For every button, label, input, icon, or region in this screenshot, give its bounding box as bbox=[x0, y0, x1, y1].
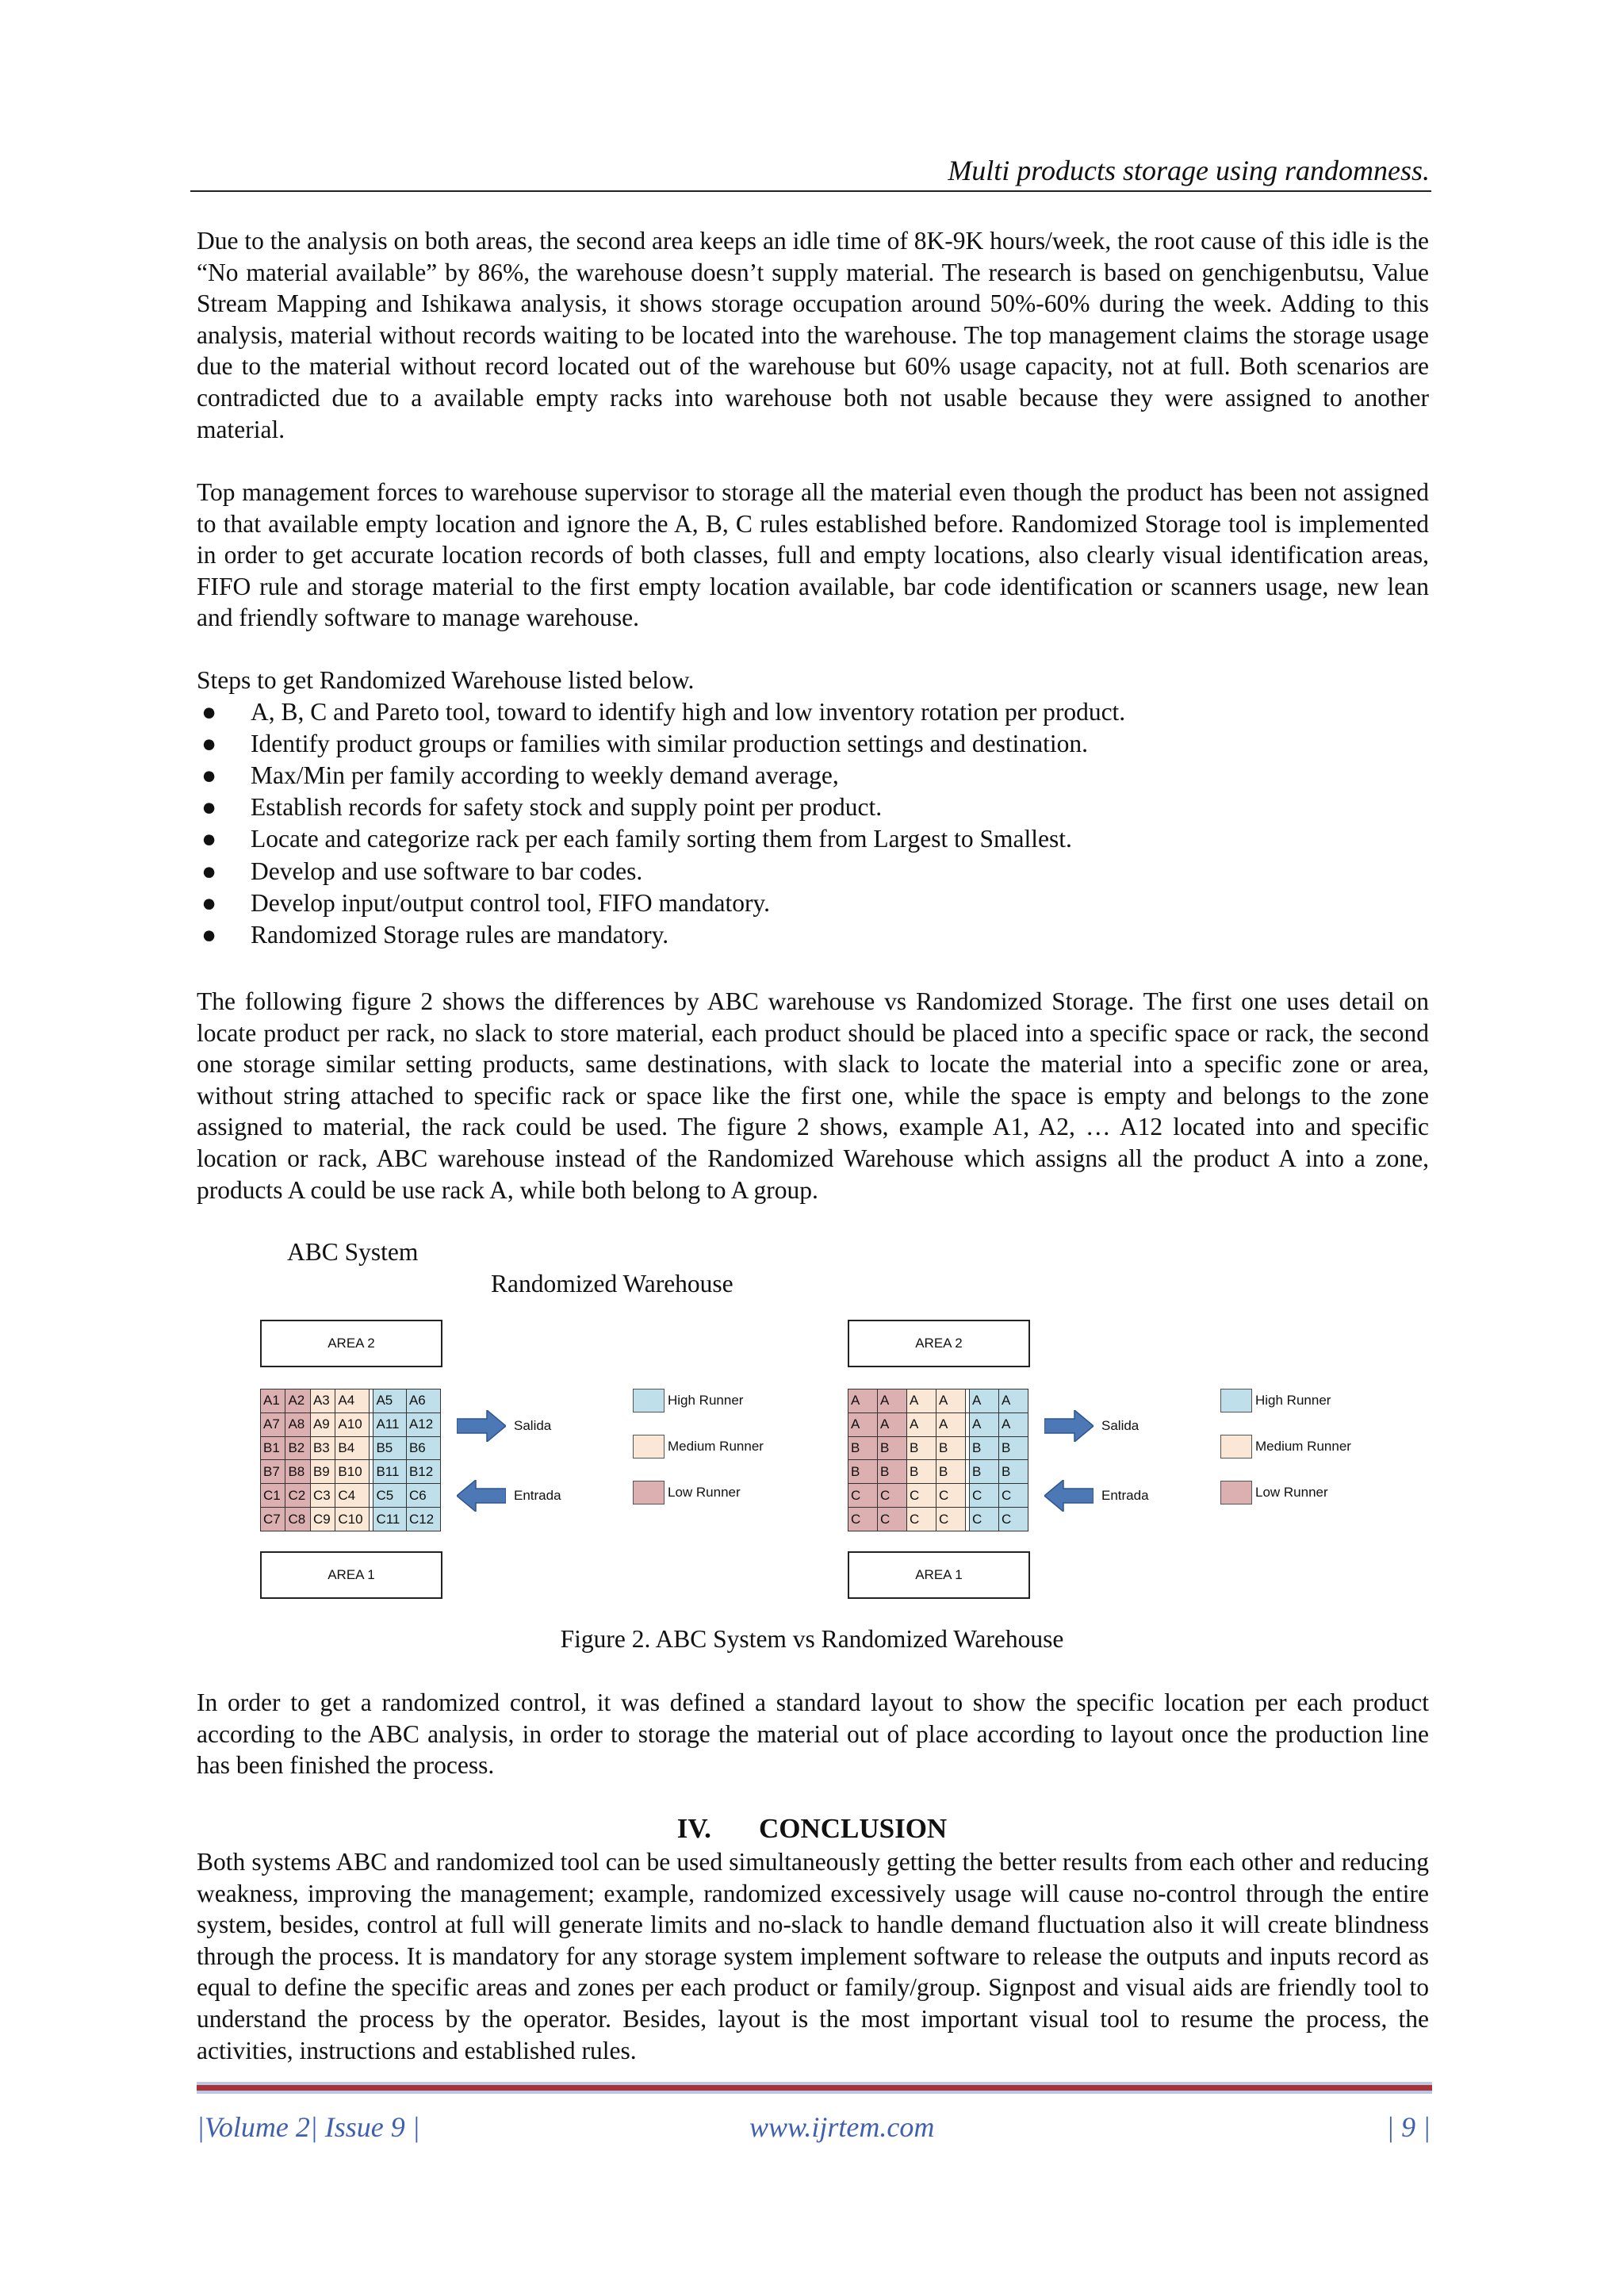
rack-cell: A bbox=[848, 1412, 878, 1436]
entrada-arrow bbox=[457, 1480, 506, 1512]
paragraph-top-management: Top management forces to warehouse supervisor to storage all the material even though the product has been not assigned to that available empty location and ignore the A, B, C rules established before. Randomized Storage tool is implemented in order to get accurate location records of both classes, full and empty locations, also clearly visual identification areas, FIFO rule and storage material to the first empty location available, bar code identification or scanners usage, new lean and friendly software to manage warehouse. bbox=[197, 478, 1429, 632]
rack-cell: B bbox=[970, 1460, 999, 1484]
rack-cell: C bbox=[907, 1484, 936, 1508]
paragraph-figure-description: The following figure 2 shows the differences by ABC warehouse vs Randomized Storage. The first one uses detail on locate product per rack, no slack to store material, each product should be placed into a specific space or rack, the second one storage similar setting products, same destinations, with slack to locate the material into a specific zone or area, without string attached to specific rack or space like the first one, while the space is empty and belongs to the zone assigned to material, the rack could be used. The figure 2 shows, example A1, A2, … A12 located into and specific location or rack, ABC warehouse instead of the Randomized Warehouse which assigns all the product A into a zone, products A could be use rack A, while both belong to A group. bbox=[197, 987, 1429, 1204]
bullet-icon: ● bbox=[201, 730, 217, 758]
entrada-label: Entrada bbox=[1101, 1488, 1149, 1503]
step-text: Locate and categorize rack per each family sorting them from Largest to Smallest. bbox=[251, 825, 1072, 853]
rack-cell: C bbox=[936, 1508, 966, 1531]
rack-cell: B bbox=[999, 1460, 1028, 1484]
rack-cell: C10 bbox=[335, 1508, 370, 1531]
paragraph-idle-analysis: Due to the analysis on both areas, the second area keeps an idle time of 8K-9K hours/week, the root cause of this idle is the “No material available” by 86%, the warehouse doesn’t supply material. The research is based on genchigenbutsu, Value Stream Mapping and Ishikawa analysis, it shows storage occupation around 50%-60% during the week. Adding to this analysis, material without records waiting to be located into the warehouse. The top management claims the storage usage due to the material without record located out of the warehouse but 60% usage capacity, not at full. Both scenarios are contradicted due to a available empty racks into warehouse both not usable because they were assigned to another material. bbox=[197, 227, 1429, 443]
step-item bbox=[197, 887, 1429, 919]
rack-cell: B11 bbox=[373, 1460, 407, 1484]
step-text: Max/Min per family according to weekly demand average, bbox=[251, 761, 839, 790]
figure-caption: Figure 2. ABC System vs Randomized Warehouse bbox=[560, 1625, 1064, 1653]
rack-cell: B4 bbox=[335, 1436, 370, 1460]
legend-high-label: High Runner bbox=[1255, 1393, 1331, 1408]
step-item bbox=[197, 760, 1429, 792]
bullet-icon: ● bbox=[201, 920, 217, 949]
rack-cell: B bbox=[907, 1436, 936, 1460]
bullet-icon: ● bbox=[201, 698, 217, 726]
rack-cell: A2 bbox=[285, 1389, 310, 1413]
rack-cell: B bbox=[878, 1436, 907, 1460]
step-item bbox=[197, 856, 1429, 887]
rack-cell: A bbox=[999, 1389, 1028, 1413]
rack-row bbox=[261, 1508, 441, 1531]
rack-cell: B8 bbox=[285, 1460, 310, 1484]
rack-cell: C3 bbox=[310, 1484, 335, 1508]
paragraph-conclusion: Both systems ABC and randomized tool can be used simultaneously getting the better results from each other and reducing weakness, improving the management; example, randomized excessively usage will cause no-control through the entire system, besides, control at full will generate limits and no-slack to handle demand fluctuation also it will create blindness through the process. It is mandatory for any storage system implement software to release the outputs and inputs record as equal to define the specific areas and zones per each product or family/group. Signpost and visual aids are friendly tool to understand the process by the operator. Besides, layout is the most important visual tool to resume the process, the activities, instructions and established rules. bbox=[197, 1848, 1429, 2064]
legend-medium-label: Medium Runner bbox=[668, 1439, 764, 1454]
rack-cell: C bbox=[999, 1484, 1028, 1508]
step-item bbox=[197, 919, 1429, 951]
legend-low-label: Low Runner bbox=[1255, 1485, 1328, 1500]
figure-label-abc: ABC System bbox=[287, 1238, 419, 1266]
bullet-icon: ● bbox=[201, 793, 217, 822]
legend-medium-swatch bbox=[633, 1435, 665, 1458]
rack-cell: B9 bbox=[310, 1460, 335, 1484]
rack-cell: B bbox=[848, 1460, 878, 1484]
area-2-box: AREA 2 bbox=[260, 1320, 442, 1367]
section-heading bbox=[0, 1811, 1624, 1846]
paragraph-randomized-control: In order to get a randomized control, it was defined a standard layout to show the specific location per each product according to the ABC analysis, in order to storage the material out of place according to layout once the production line has been finished the process. bbox=[197, 1688, 1429, 1780]
rack-cell: B bbox=[878, 1460, 907, 1484]
legend-medium-swatch bbox=[1220, 1435, 1252, 1458]
salida-arrow bbox=[1044, 1410, 1094, 1442]
step-text: Identify product groups or families with similar production settings and destination. bbox=[251, 730, 1088, 758]
footer-rule-red bbox=[197, 2085, 1432, 2091]
step-item bbox=[197, 792, 1429, 823]
rack-cell: C bbox=[848, 1508, 878, 1531]
salida-arrow-shape bbox=[1044, 1410, 1094, 1442]
rack-cell: C4 bbox=[335, 1484, 370, 1508]
rack-cell: C bbox=[999, 1508, 1028, 1531]
figure-label-randomized: Randomized Warehouse bbox=[491, 1270, 733, 1297]
rack-row bbox=[261, 1484, 441, 1508]
legend-high-label: High Runner bbox=[668, 1393, 744, 1408]
rack-cell: A bbox=[970, 1389, 999, 1413]
rack-cell: B7 bbox=[261, 1460, 285, 1484]
step-item bbox=[197, 728, 1429, 760]
legend-low-swatch bbox=[1220, 1481, 1252, 1504]
step-item bbox=[197, 696, 1429, 728]
rack-cell: A bbox=[936, 1412, 966, 1436]
rack-cell: A10 bbox=[335, 1412, 370, 1436]
rack-row bbox=[261, 1436, 441, 1460]
salida-label: Salida bbox=[514, 1418, 552, 1433]
rack-cell: A bbox=[878, 1412, 907, 1436]
rack-cell: A8 bbox=[285, 1412, 310, 1436]
running-title: Multi products storage using randomness. bbox=[948, 155, 1430, 186]
rack-cell: A6 bbox=[406, 1389, 440, 1413]
rack-cell: B12 bbox=[406, 1460, 440, 1484]
rack-cell: B bbox=[907, 1460, 936, 1484]
step-text: Develop and use software to bar codes. bbox=[251, 857, 643, 885]
steps-intro: Steps to get Randomized Warehouse listed below. bbox=[197, 666, 695, 694]
rack-row bbox=[261, 1460, 441, 1484]
rack-row bbox=[848, 1412, 1028, 1436]
rack-row bbox=[261, 1389, 441, 1413]
step-text: Establish records for safety stock and supply point per product. bbox=[251, 793, 883, 822]
step-text: Develop input/output control tool, FIFO mandatory. bbox=[251, 888, 771, 917]
area-1-box: AREA 1 bbox=[260, 1551, 442, 1599]
rack-cell: B bbox=[999, 1436, 1028, 1460]
rack-cell: C bbox=[878, 1484, 907, 1508]
step-text: A, B, C and Pareto tool, toward to identify high and low inventory rotation per product. bbox=[251, 698, 1126, 726]
bullet-icon: ● bbox=[201, 888, 217, 917]
rack-cell: C9 bbox=[310, 1508, 335, 1531]
bullet-icon: ● bbox=[201, 761, 217, 790]
entrada-label: Entrada bbox=[514, 1488, 561, 1503]
rack-cell: B2 bbox=[285, 1436, 310, 1460]
legend-high-swatch bbox=[633, 1389, 665, 1412]
area-2-box: AREA 2 bbox=[848, 1320, 1030, 1367]
rack-cell: A bbox=[907, 1389, 936, 1413]
rack-cell: B5 bbox=[373, 1436, 407, 1460]
rack-cell: C bbox=[970, 1484, 999, 1508]
rack-cell: A bbox=[970, 1412, 999, 1436]
rack-cell: A bbox=[936, 1389, 966, 1413]
rack-cell: C6 bbox=[406, 1484, 440, 1508]
salida-arrow bbox=[457, 1410, 506, 1442]
randomized-rack-grid bbox=[848, 1389, 1028, 1531]
rack-cell: A bbox=[907, 1412, 936, 1436]
rack-cell: A bbox=[848, 1389, 878, 1413]
rack-cell: A5 bbox=[373, 1389, 407, 1413]
rack-row bbox=[261, 1412, 441, 1436]
entrada-arrow-shape bbox=[1044, 1480, 1094, 1512]
rack-cell: C5 bbox=[373, 1484, 407, 1508]
rack-cell: B bbox=[936, 1460, 966, 1484]
rack-row bbox=[848, 1389, 1028, 1413]
rack-cell: C12 bbox=[406, 1508, 440, 1531]
rack-cell: C11 bbox=[373, 1508, 407, 1531]
rack-cell: A4 bbox=[335, 1389, 370, 1413]
rack-cell: A1 bbox=[261, 1389, 285, 1413]
area-1-box: AREA 1 bbox=[848, 1551, 1030, 1599]
rack-cell: C bbox=[848, 1484, 878, 1508]
rack-cell: A bbox=[878, 1389, 907, 1413]
rack-row bbox=[848, 1484, 1028, 1508]
footer-rule-light bbox=[197, 2091, 1432, 2094]
header-rule bbox=[190, 190, 1431, 192]
footer-url[interactable]: www.ijrtem.com bbox=[749, 2111, 935, 2143]
rack-cell: C bbox=[878, 1508, 907, 1531]
steps-list bbox=[197, 665, 1429, 951]
legend-high-swatch bbox=[1220, 1389, 1252, 1412]
entrada-arrow bbox=[1044, 1480, 1094, 1512]
abc-rack-grid bbox=[260, 1389, 441, 1531]
rack-cell: C7 bbox=[261, 1508, 285, 1531]
rack-cell: C8 bbox=[285, 1508, 310, 1531]
rack-cell: B1 bbox=[261, 1436, 285, 1460]
salida-label: Salida bbox=[1101, 1418, 1139, 1433]
rack-cell: C1 bbox=[261, 1484, 285, 1508]
rack-cell: B bbox=[936, 1436, 966, 1460]
rack-cell: B10 bbox=[335, 1460, 370, 1484]
legend-low-label: Low Runner bbox=[668, 1485, 741, 1500]
rack-row bbox=[848, 1436, 1028, 1460]
rack-cell: A12 bbox=[406, 1412, 440, 1436]
randomized-warehouse-panel bbox=[848, 1320, 1434, 1605]
bullet-icon: ● bbox=[201, 825, 217, 853]
rack-cell: A7 bbox=[261, 1412, 285, 1436]
rack-cell: B3 bbox=[310, 1436, 335, 1460]
section-number: IV. bbox=[676, 1813, 711, 1844]
rack-cell: C2 bbox=[285, 1484, 310, 1508]
footer-page-number: | 9 | bbox=[1386, 2111, 1431, 2143]
abc-system-panel bbox=[260, 1320, 847, 1605]
rack-cell: C bbox=[907, 1508, 936, 1531]
step-text: Randomized Storage rules are mandatory. bbox=[251, 920, 669, 949]
rack-cell: A11 bbox=[373, 1412, 407, 1436]
step-item bbox=[197, 823, 1429, 855]
legend-medium-label: Medium Runner bbox=[1255, 1439, 1351, 1454]
legend-low-swatch bbox=[633, 1481, 665, 1504]
rack-cell: A3 bbox=[310, 1389, 335, 1413]
salida-arrow-shape bbox=[457, 1410, 506, 1442]
entrada-arrow-shape bbox=[457, 1480, 506, 1512]
rack-row bbox=[848, 1508, 1028, 1531]
rack-cell: B bbox=[848, 1436, 878, 1460]
rack-cell: C bbox=[970, 1508, 999, 1531]
rack-cell: A9 bbox=[310, 1412, 335, 1436]
bullet-icon: ● bbox=[201, 857, 217, 885]
rack-row bbox=[848, 1460, 1028, 1484]
footer-volume: |Volume 2| Issue 9 | bbox=[197, 2111, 420, 2143]
rack-cell: C bbox=[936, 1484, 966, 1508]
rack-cell: B6 bbox=[406, 1436, 440, 1460]
rack-cell: A bbox=[999, 1412, 1028, 1436]
section-title: CONCLUSION bbox=[758, 1813, 948, 1844]
rack-cell: B bbox=[970, 1436, 999, 1460]
footer-rules bbox=[197, 2082, 1432, 2094]
